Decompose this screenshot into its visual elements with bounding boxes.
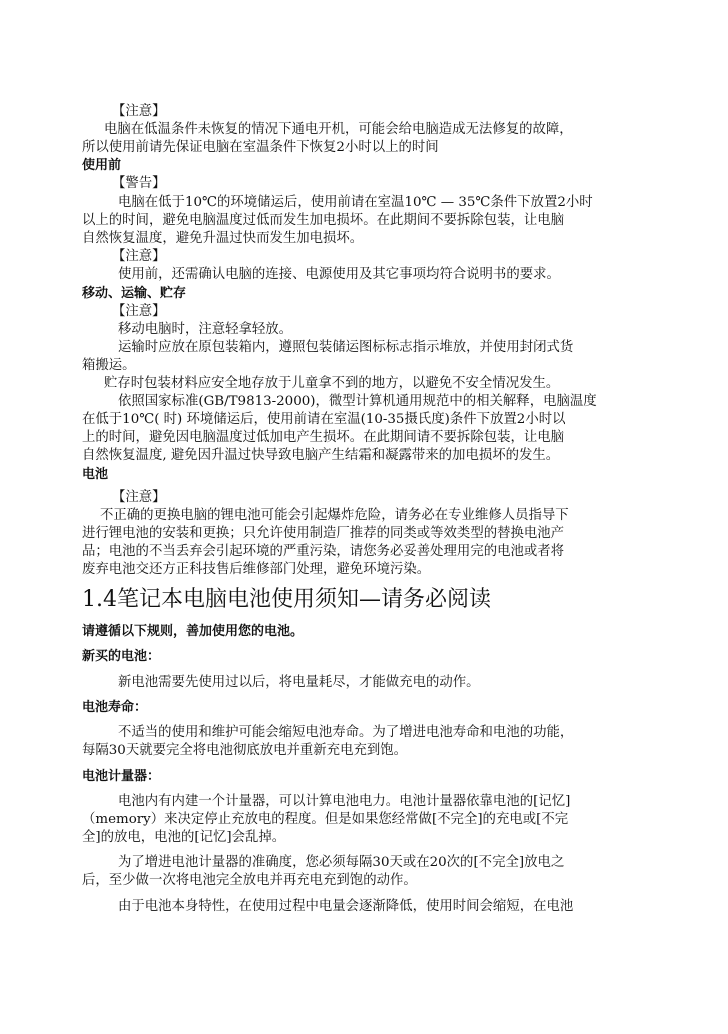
paragraph-line: 电脑在低于10℃的环境储运后，使用前请在室温10℃ — 35℃条件下放置2小时 <box>118 195 593 210</box>
paragraph-line: 每隔30天就要完全将电池彻底放电并重新充电充到饱。 <box>82 743 408 758</box>
subheading-battery-life: 电池寿命： <box>82 700 148 715</box>
paragraph-line: 自然恢复温度, 避免因升温过快导致电脑产生结霜和凝露带来的加电损坏的发生。 <box>82 448 560 463</box>
paragraph-line: 贮存时包装材料应安全地存放于儿童拿不到的地方，以避免不安全情况发生。 <box>104 376 560 391</box>
section-heading-1-4: 1.4笔记本电脑电池使用须知—请务必阅读 <box>82 587 491 612</box>
note-tag-1: 【注意】 <box>112 104 166 119</box>
paragraph-line: 自然恢复温度，避免升温过快而发生加电损坏。 <box>82 231 364 246</box>
section-title-transport: 移动、运输、贮存 <box>82 286 187 301</box>
paragraph-line: 电脑在低温条件未恢复的情况下通电开机，可能会给电脑造成无法修复的故障， <box>104 122 573 137</box>
paragraph-line: 品；电池的不当丢弃会引起环境的严重污染，请您务必妥善处理用完的电池或者将 <box>82 544 565 559</box>
paragraph-line: 后，至少做一次将电池完全放电并再充电充到饱的动作。 <box>82 873 417 888</box>
note-tag-2: 【注意】 <box>112 249 166 264</box>
paragraph-line: 依照国家标准(GB/T9813-2000)，微型计算机通用规范中的相关解释，电脑温度 <box>118 394 597 409</box>
paragraph-line: 电池内有内建一个计量器，可以计算电池电力。电池计量器依靠电池的[记忆] <box>118 794 571 809</box>
note-tag-4: 【注意】 <box>112 490 166 505</box>
subheading-battery-meter: 电池计量器： <box>82 769 161 784</box>
paragraph-line: 废弃电池交还方正科技售后维修部门处理，避免环境污染。 <box>82 562 431 577</box>
paragraph-line: 箱搬运。 <box>82 358 136 373</box>
paragraph-line: 上的时间，避免因电脑温度过低加电产生损坏。在此期间请不要拆除包装，让电脑 <box>82 430 565 445</box>
paragraph-line: 全]的放电，电池的[记忆]会乱掉。 <box>82 830 286 845</box>
subheading-new-battery: 新买的电池： <box>82 649 161 664</box>
note-tag-3: 【注意】 <box>112 304 166 319</box>
section-title-before-use: 使用前 <box>82 158 122 173</box>
paragraph-line: 运输时应放在原包装箱内，遵照包装储运图标标志指示堆放，并使用封闭式货 <box>118 340 574 355</box>
paragraph-line: 不正确的更换电脑的锂电池可能会引起爆炸危险，请务必在专业维修人员指导下 <box>100 508 569 523</box>
paragraph-line: 为了增进电池计量器的准确度，您必须每隔30天或在20次的[不完全]放电之 <box>118 855 565 870</box>
paragraph-line: 所以使用前请先保证电脑在室温条件下恢复2小时以上的时间 <box>82 140 439 155</box>
section-title-battery: 电池 <box>82 467 109 482</box>
paragraph-line: 新电池需要先使用过以后，将电量耗尽，才能做充电的动作。 <box>118 675 480 690</box>
paragraph-line: 不适当的使用和维护可能会缩短电池寿命。为了增进电池寿命和电池的功能， <box>118 725 574 740</box>
paragraph-line: （memory）来决定停止充放电的程度。但是如果您经常做[不完全]的充电或[不完 <box>82 812 569 827</box>
warning-tag: 【警告】 <box>112 176 166 191</box>
paragraph-line: 进行锂电池的安装和更换；只允许使用制造厂推荐的同类或等效类型的替换电池产 <box>82 526 565 541</box>
paragraph-line: 由于电池本身特性，在使用过程中电量会逐渐降低，使用时间会缩短，在电池 <box>118 899 574 914</box>
paragraph-line: 移动电脑时，注意轻拿轻放。 <box>118 322 293 337</box>
paragraph-line: 使用前，还需确认电脑的连接、电源使用及其它事项均符合说明书的要求。 <box>118 267 560 282</box>
intro-line: 请遵循以下规则，善加使用您的电池。 <box>82 624 304 639</box>
paragraph-line: 以上的时间，避免电脑温度过低而发生加电损坏。在此期间不要拆除包装，让电脑 <box>82 213 565 228</box>
paragraph-line: 在低于10℃( 时) 环境储运后，使用前请在室温(10-35摄氏度)条件下放置2小时以 <box>82 412 566 427</box>
